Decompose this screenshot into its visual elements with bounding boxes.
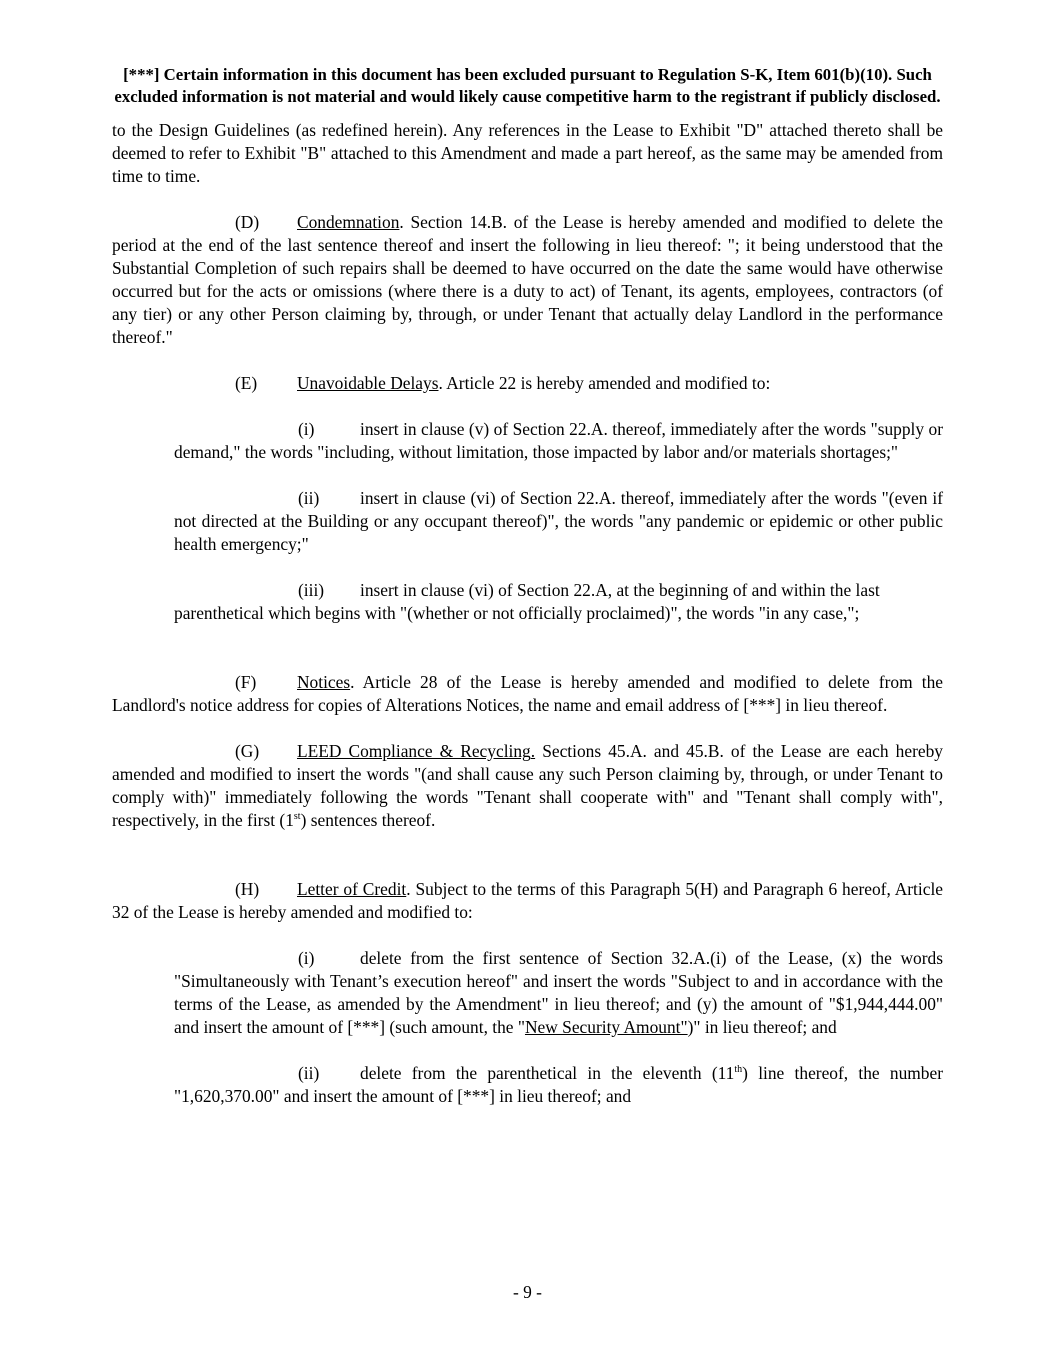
section-d-text: . Section 14.B. of the Lease is hereby amended and modified to delete the period at the end of the last sentence thereof and insert the following in lieu thereof: "; it being understood that the Substantial Completion of such repairs shall be deemed to have occurred on the date the same would have otherwise occurred but for the acts or omissions (where there is a duty to act) of Tenant, its agents, employees, contractors (of any tier) or any other Person claiming by, through, or under Tenant that actually delay Landlord in the performance thereof." (112, 212, 943, 347)
section-h-paragraph (112, 878, 943, 924)
section-h-item-i-text-end: )" in lieu thereof; and (687, 1017, 837, 1037)
section-d-label: (D) (235, 212, 260, 232)
section-e-item-ii-text: insert in clause (vi) of Section 22.A. thereof, immediately after the words "(even if not directed at the Building or any occupant thereof)", the words "any pandemic or epidemic or other public health emergency;" (174, 488, 943, 554)
section-g-title-dot: . (530, 741, 536, 761)
section-e-item-iii-label: (iii) (298, 580, 325, 600)
section-e-title: Unavoidable Delays (297, 373, 439, 393)
new-security-amount-term: New Security Amount" (524, 1017, 688, 1037)
section-h-item-ii (174, 1062, 943, 1108)
section-e-item-i-text: insert in clause (v) of Section 22.A. thereof, immediately after the words "supply or demand," the words "including, without limitation, those impacted by labor and/or materials shortages;" (174, 419, 943, 462)
section-e-item-ii (174, 487, 943, 556)
section-g-text-end: ) sentences thereof. (300, 810, 436, 830)
section-f-label: (F) (235, 672, 257, 692)
section-e-item-iii-text: insert in clause (vi) of Section 22.A, at the beginning of and within the last parenthetical which begins with "(whether or not officially proclaimed)", the words "in any case,"; (174, 580, 880, 623)
section-e-text: . Article 22 is hereby amended and modified to: (438, 373, 771, 393)
section-h-text: . Subject to the terms of this Paragraph 5(H) and Paragraph 6 hereof, Article 32 of the Lease is hereby amended and modified to: (112, 879, 943, 922)
section-h-item-i-text: delete from the first sentence of Section 32.A.(i) of the Lease, (x) the words "Simultaneously with Tenant’s execution hereof" and insert the words "Subject to and in accordance with the terms of the Lease, as amended by the Amendment" in lieu thereof; and (y) the amount of "$1,944,444.00" and insert the amount of [***] (such amount, the " (174, 948, 943, 1037)
section-h-item-i-label: (i) (298, 948, 315, 968)
section-h-item-ii-label: (ii) (298, 1063, 320, 1083)
section-h-label: (H) (235, 879, 260, 899)
section-h-item-ii-text-end: ) line thereof, the number "1,620,370.00" and insert the amount of [***] in lieu thereof; and (174, 1063, 944, 1106)
section-e-item-i-label: (i) (298, 419, 315, 439)
continuation-paragraph: to the Design Guidelines (as redefined herein). Any references in the Lease to Exhibit "D" attached thereto shall be deemed to refer to Exhibit "B" attached to this Amendment and made a part hereof, as the same may be amended from time to time. (112, 120, 943, 186)
section-h-title: Letter of Credit (297, 879, 407, 899)
section-e-paragraph (112, 372, 943, 395)
section-d-title: Condemnation (297, 212, 400, 232)
section-e-item-ii-label: (ii) (298, 488, 320, 508)
section-d-paragraph (112, 211, 943, 349)
section-f-text: . Article 28 of the Lease is hereby amended and modified to delete from the Landlord's notice address for copies of Alterations Notices, the name and email address of [***] in lieu thereof. (112, 672, 943, 715)
page-number: - 9 - (513, 1282, 542, 1302)
section-g-paragraph (112, 740, 943, 832)
section-h-item-i (174, 947, 943, 1039)
section-e-item-iii (174, 579, 943, 625)
section-f-paragraph (112, 671, 943, 717)
confidentiality-notice: [***] Certain information in this document has been excluded pursuant to Regulation S-K, Item 601(b)(10). Such excluded information is not material and would likely cause competitive harm to the registrant if publicly disclosed. (114, 65, 941, 106)
section-e-item-i (174, 418, 943, 464)
section-h-item-ii-text: delete from the parenthetical in the eleventh (11 (360, 1063, 735, 1083)
section-g-superscript: st (293, 811, 301, 823)
section-f-title: Notices (297, 672, 351, 692)
section-h-item-ii-superscript: th (734, 1064, 743, 1076)
section-g-text: Sections 45.A. and 45.B. of the Lease are each hereby amended and modified to insert the words "(and shall cause any such Person claiming by, through, or under Tenant to comply with)" immediately following the words "Tenant shall cooperate with" and "Tenant shall comply with", respectively, in the first (1 (112, 741, 943, 830)
section-g-label: (G) (235, 741, 260, 761)
section-e-label: (E) (235, 373, 258, 393)
section-g-title: LEED Compliance & Recycling (297, 741, 531, 761)
document-page (112, 64, 943, 1108)
